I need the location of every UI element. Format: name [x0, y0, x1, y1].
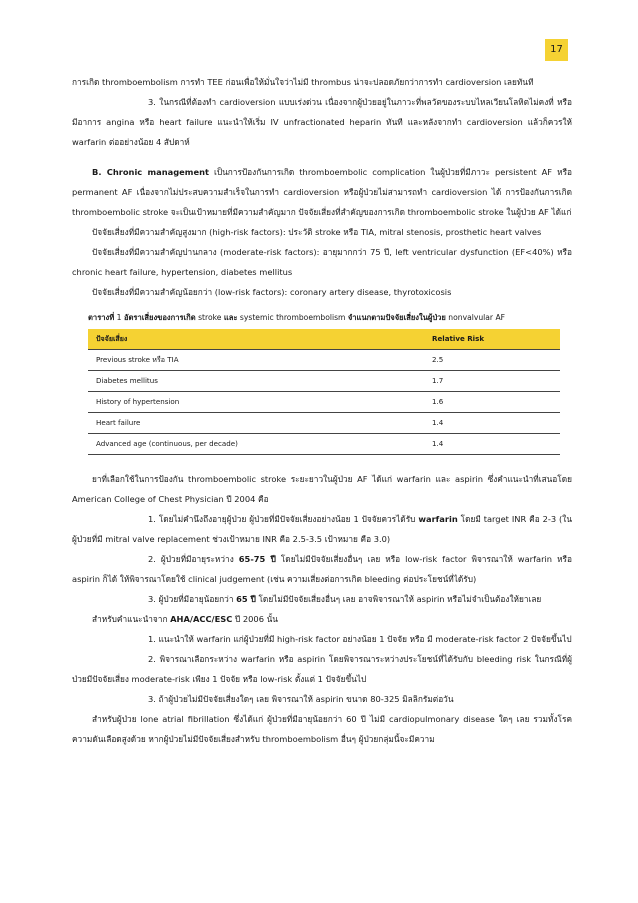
- accp-2-text-a: 2. ผู้ป่วยที่มีอายุระหว่าง: [148, 554, 239, 564]
- aha-guideline-name: AHA/ACC/ESC: [170, 614, 233, 624]
- table-row: [88, 413, 560, 434]
- accp-2-text-c: โดยไม่มีปัจจัยเสี่ยงอื่นๆ เลย หรือ low-risk factor พิจารณาให้ warfarin หรือ aspirin ก็ได้ ให้พิจารณาโดยใช้ clinical judgement (เช่น ความเสี่ยงต่อการเกิด bleeding ต่อประโยชน์ที่ได้รับ): [72, 554, 572, 584]
- section-b-heading: B. Chronic management: [92, 167, 209, 177]
- aha-recommendation-1: 1. แนะนำให้ warfarin แก่ผู้ป่วยที่มี high-risk factor อย่างน้อย 1 ปัจจัย หรือ มี moderate-risk factor 2 ปัจจัยขึ้นไป: [148, 634, 572, 644]
- paragraph-lone-af: สำหรับผู้ป่วย lone atrial fibrillation ซึ่งได้แก่ ผู้ป่วยที่มีอายุน้อยกว่า 60 ปี ไม่มี cardiopulmonary disease ใดๆ เลย รวมทั้งโรคความดันเลือดสูงด้วย หากผู้ป่วยไม่มีปัจจัยเสี่ยงสำหรับ thromboembolism อื่นๆ ผู้ป่วยกลุ่มนี้จะมีความ: [72, 714, 572, 744]
- paragraph-urgent-cardioversion: 3. ในกรณีที่ต้องทำ cardioversion แบบเร่งด่วน เนื่องจากผู้ป่วยอยู่ในภาวะที่พลวัตของระบบไหลเวียนโลหิตไม่คงที่ หรือ มีอาการ angina หรือ heart failure แนะนำให้เริ่ม IV unfractionated heparin ทันที และหลังจากทำ cardioversion แล้วก็ควรให้ warfarin ต่ออย่างน้อย 4 สัปดาห์: [72, 97, 572, 147]
- table-row: [88, 392, 560, 413]
- table-row: [88, 350, 560, 371]
- relative-risk-table-block: [72, 311, 572, 455]
- risk-factors-high: ปัจจัยเสี่ยงที่มีความสำคัญสูงมาก (high-risk factors): ประวัติ stroke หรือ TIA, mitral stenosis, prosthetic heart valves: [92, 227, 542, 237]
- accp-1-warfarin: warfarin: [418, 514, 458, 524]
- accp-3-age: 65 ปี: [236, 594, 256, 604]
- aha-intro-text-c: ปี 2006 นั้น: [232, 614, 278, 624]
- row-factor: Heart failure: [88, 413, 424, 434]
- caption-number: 1: [114, 313, 124, 322]
- caption-stroke: stroke: [195, 313, 224, 322]
- row-factor: Diabetes mellitus: [88, 371, 424, 392]
- row-relative-risk: 2.5: [424, 350, 560, 371]
- document-body: [72, 72, 572, 749]
- caption-classified-by: จำแนกตามปัจจัยเสี่ยงในผู้ป่วย: [347, 313, 446, 322]
- section-b-text: เป็นการป้องกันการเกิด thromboembolic complication ในผู้ป่วยที่มีภาวะ persistent AF หรือ permanent AF เนื่องจากไม่ประสบความสำเร็จในการทำ cardioversion หรือผู้ป่วยไม่สามารถทำ cardioversion ได้ การป้องกันการเกิด thromboembolic stroke จะเป็นเป้าหมายที่มีความสำคัญมาก ปัจจัยเสี่ยงที่สำคัญของการเกิด thromboembolic stroke ในผู้ป่วย AF ได้แก่: [72, 167, 573, 217]
- caption-systemic: systemic thromboembolism: [237, 313, 348, 322]
- table-header-row: [88, 329, 560, 350]
- row-factor: Previous stroke หรือ TIA: [88, 350, 424, 371]
- table-row: [88, 434, 560, 455]
- paragraph-chronic-management: [72, 162, 572, 222]
- paragraph-accp-intro: ยาที่เลือกใช้ในการป้องกัน thromboembolic stroke ระยะยาวในผู้ป่วย AF ได้แก่ warfarin และ aspirin ซึ่งคำแนะนำที่เสนอโดย American College of Chest Physician ปี 2004 คือ: [72, 474, 572, 504]
- row-relative-risk: 1.6: [424, 392, 560, 413]
- row-factor: History of hypertension: [88, 392, 424, 413]
- header-risk-factor: ปัจจัยเสี่ยง: [88, 329, 424, 350]
- aha-recommendation-2: 2. พิจารณาเลือกระหว่าง warfarin หรือ aspirin โดยพิจารณาระหว่างประโยชน์ที่ได้รับกับ bleeding risk ในกรณีที่ผู้ป่วยมีปัจจัยเสี่ยง moderate-risk เพียง 1 ปัจจัย หรือ low-risk ตั้งแต่ 1 ปัจจัยขึ้นไป: [72, 654, 572, 684]
- accp-1-text-a: 1. โดยไม่คำนึงถึงอายุผู้ป่วย ผู้ป่วยที่มีปัจจัยเสี่ยงอย่างน้อย 1 ปัจจัยควรได้รับ: [148, 514, 419, 524]
- row-relative-risk: 1.7: [424, 371, 560, 392]
- table-row: [88, 371, 560, 392]
- accp-3-text-a: 3. ผู้ป่วยที่มีอายุน้อยกว่า: [148, 594, 237, 604]
- risk-factors-moderate: ปัจจัยเสี่ยงที่มีความสำคัญปานกลาง (moderate-risk factors): อายุมากกว่า 75 ปี, left ventricular dysfunction (EF<40%) หรือ chronic heart failure, hypertension, diabetes mellitus: [72, 247, 572, 277]
- accp-2-age-range: 65-75 ปี: [238, 554, 276, 564]
- accp-3-text-c: โดยไม่มีปัจจัยเสี่ยงอื่นๆ เลย อาจพิจารณาให้ aspirin หรือไม่จำเป็นต้องให้ยาเลย: [255, 594, 542, 604]
- paragraph-aha-intro: [72, 609, 572, 629]
- aha-recommendation-3: 3. ถ้าผู้ป่วยไม่มีปัจจัยเสี่ยงใดๆ เลย พิจารณาให้ aspirin ขนาด 80-325 มิลลิกรัมต่อวัน: [148, 694, 454, 704]
- caption-risk-rate: อัตราเสี่ยงของการเกิด: [123, 313, 196, 322]
- accp-recommendation-2: [72, 549, 572, 589]
- caption-table-label: ตารางที่: [88, 313, 115, 322]
- row-factor: Advanced age (continuous, per decade): [88, 434, 424, 455]
- risk-factors-low: ปัจจัยเสี่ยงที่มีความสำคัญน้อยกว่า (low-risk factors): coronary artery disease, thyrotoxicosis: [92, 287, 452, 297]
- table-caption: [88, 311, 572, 325]
- header-relative-risk: Relative Risk: [424, 329, 560, 350]
- paragraph-tee: การเกิด thromboembolism การทำ TEE ก่อนเพื่อให้มั่นใจว่าไม่มี thrombus น่าจะปลอดภัยกว่าการทำ cardioversion เลยทันที: [72, 77, 534, 87]
- page-number: 17: [545, 39, 568, 61]
- relative-risk-table: [88, 329, 560, 455]
- accp-1-text-c: โดยมี target INR คือ 2-3 (ในผู้ป่วยที่มี mitral valve replacement ช่วงเป้าหมาย INR คือ 2.5-3.5 เป้าหมาย คือ 3.0): [72, 514, 572, 544]
- caption-nonvalvular: nonvalvular AF: [445, 313, 506, 322]
- caption-and: และ: [223, 313, 238, 322]
- accp-recommendation-1: [72, 509, 572, 549]
- accp-recommendation-3: [72, 589, 572, 609]
- row-relative-risk: 1.4: [424, 413, 560, 434]
- aha-intro-text-a: สำหรับคำแนะนำจาก: [92, 614, 171, 624]
- row-relative-risk: 1.4: [424, 434, 560, 455]
